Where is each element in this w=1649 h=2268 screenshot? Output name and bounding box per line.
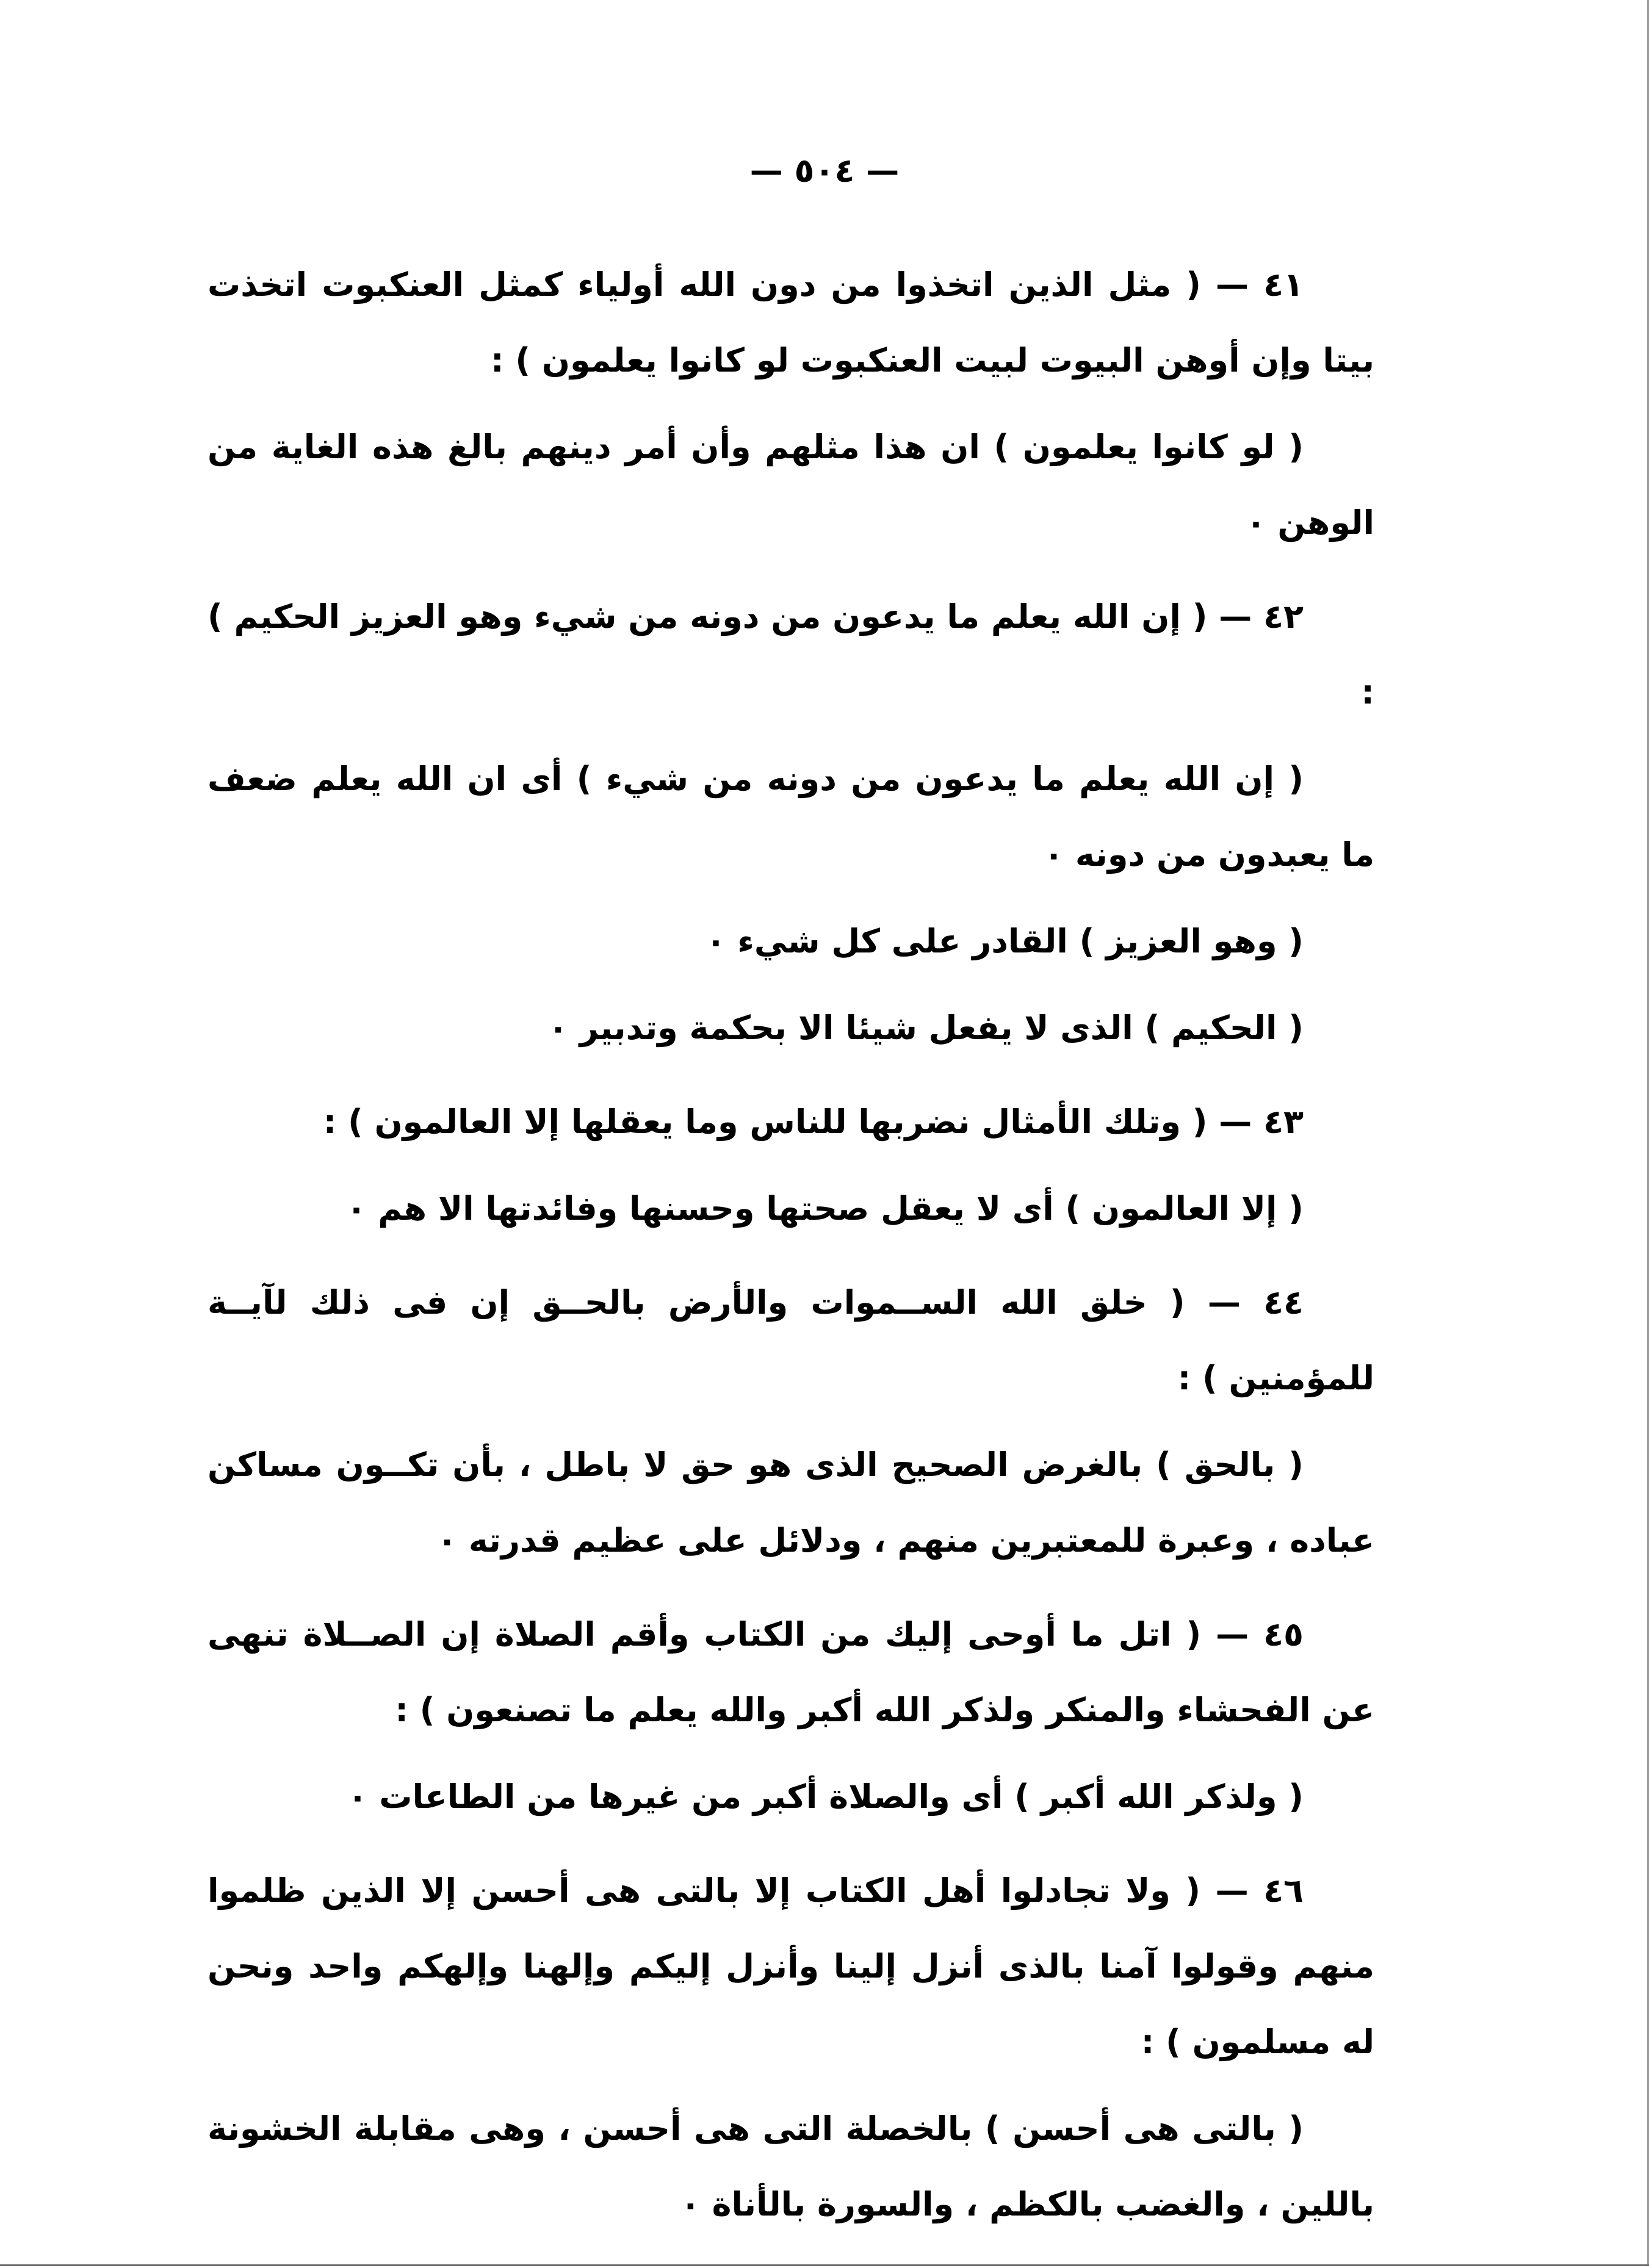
page-body [207,247,1374,2242]
page-edge-bottom [0,2264,1649,2266]
commentary-42-c: ( الحكيم ) الذى لا يفعل شيئا الا بحكمة وتدبير ٠ [547,1009,1304,1047]
verse-45: ٤٥ — ( اتل ما أوحى إليك من الكتاب وأقم الصلاة إن الصــلاة تنهى عن الفحشاء والمنكر ولذكر الله أكبر والله يعلم ما تصنعون ) : [207,1615,1374,1729]
commentary-42-b: ( وهو العزيز ) القادر على كل شيء ٠ [705,922,1304,960]
page-number: — ٥٠٤ — [749,151,900,190]
commentary-46: ( بالتى هى أحسن ) بالخصلة التى هى أحسن ، وهى مقابلة الخشونة باللين ، والغضب بالكظم ، والسورة بالأناة ٠ [207,2109,1374,2223]
commentary-44: ( بالحق ) بالغرض الصحيح الذى هو حق لا باطل ، بأن تكــون مساكن عباده ، وعبرة للمعتبرين منهم ، ودلائل على عظيم قدرته ٠ [207,1445,1374,1560]
commentary-42-a: ( إن الله يعلم ما يدعون من دونه من شيء ) أى ان الله يعلم ضعف ما يعبدون من دونه ٠ [207,760,1374,874]
verse-44: ٤٤ — ( خلق الله الســموات والأرض بالحــق إن فى ذلك لآيــة للمؤمنين ) : [207,1283,1374,1397]
commentary-45: ( ولذكر الله أكبر ) أى والصلاة أكبر من غيرها من الطاعات ٠ [347,1777,1304,1816]
verse-41: ٤١ — ( مثل الذين اتخذوا من دون الله أولياء كمثل العنكبوت اتخذت بيتا وإن أوهن البيوت لبيت العنكبوت لو كانوا يعلمون ) : [207,265,1374,380]
verse-43: ٤٣ — ( وتلك الأمثال نضربها للناس وما يعقلها إلا العالمون ) : [323,1103,1304,1141]
commentary-41: ( لو كانوا يعلمون ) ان هذا مثلهم وأن أمر دينهم بالغ هذه الغاية من الوهن ٠ [207,428,1374,542]
verse-42: ٤٢ — ( إن الله يعلم ما يدعون من دونه من شيء وهو العزيز الحكيم ) : [207,597,1374,711]
commentary-43: ( إلا العالمون ) أى لا يعقل صحتها وحسنها وفائدتها الا هم ٠ [346,1189,1304,1228]
verse-46: ٤٦ — ( ولا تجادلوا أهل الكتاب إلا بالتى هى أحسن إلا الذين ظلموا منهم وقولوا آمنا بالذى أنزل إلينا وأنزل إليكم وإلهنا وإلهكم واحد ونحن له مسلمون ) : [207,1871,1374,2061]
